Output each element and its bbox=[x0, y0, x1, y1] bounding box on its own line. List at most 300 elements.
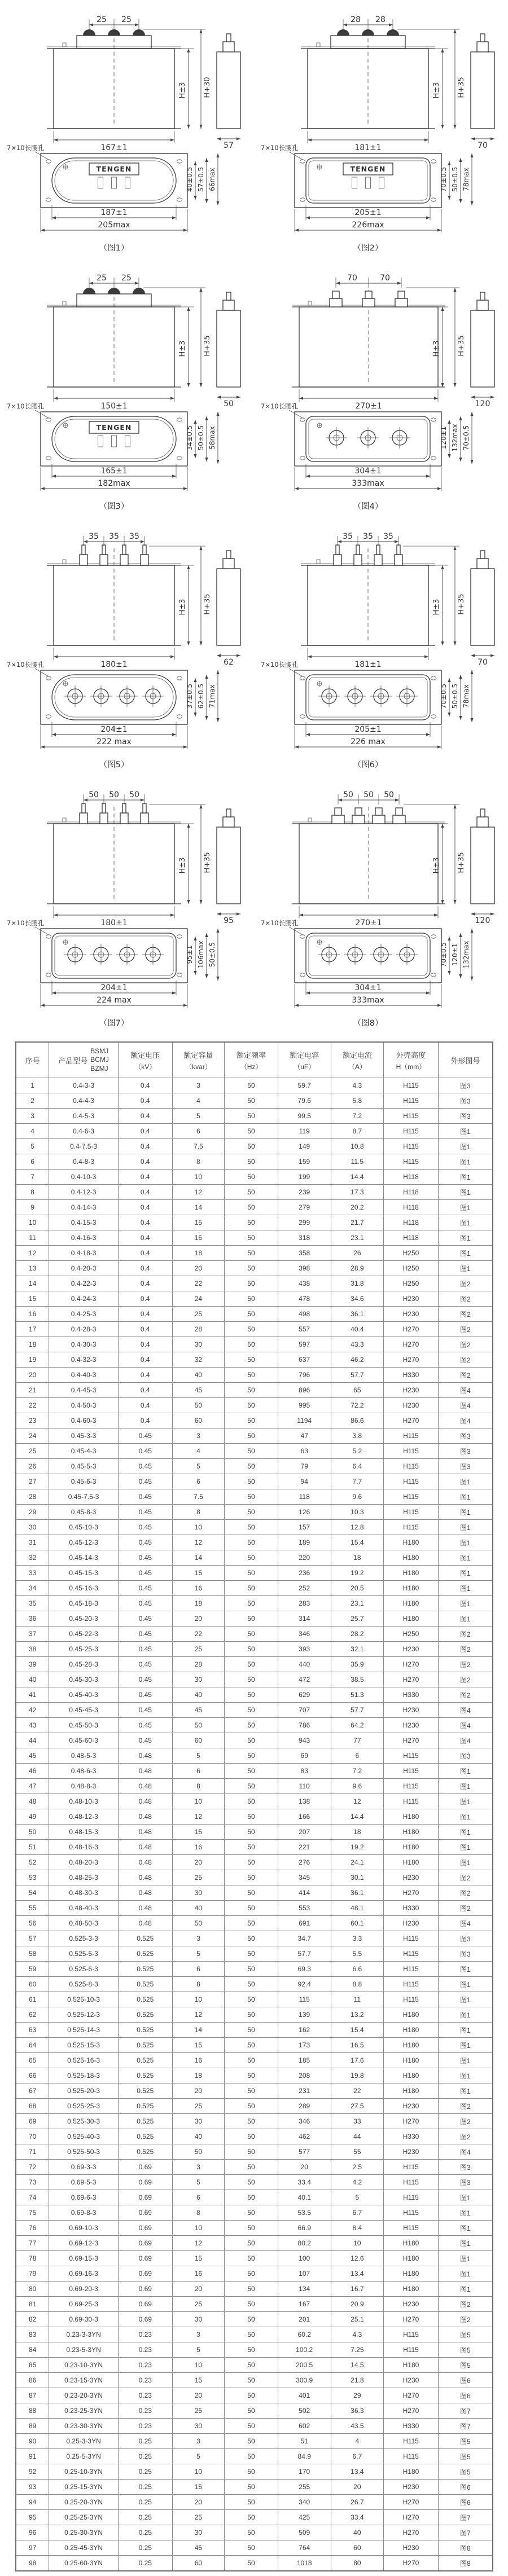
table-cell: 0.525 bbox=[118, 1977, 172, 1992]
table-cell: 50 bbox=[225, 1230, 278, 1246]
table-cell: H270 bbox=[384, 2525, 439, 2540]
table-cell: H230 bbox=[384, 2540, 439, 2556]
table-cell: 图1 bbox=[438, 1825, 493, 1840]
table-row bbox=[16, 2099, 493, 2114]
table-cell: 57.7 bbox=[331, 1703, 384, 1718]
svg-text:270±1: 270±1 bbox=[355, 402, 382, 411]
table-cell: 0.4-22-3 bbox=[49, 1276, 119, 1291]
table-cell: 0.48 bbox=[118, 1901, 172, 1916]
table-cell: 0.4-40-3 bbox=[49, 1368, 119, 1383]
table-cell: 97 bbox=[16, 2540, 49, 2556]
table-cell: H115 bbox=[384, 1124, 439, 1139]
table-row bbox=[16, 1627, 493, 1642]
svg-text:120±1: 120±1 bbox=[451, 943, 459, 966]
svg-text:50±0.5: 50±0.5 bbox=[451, 683, 459, 709]
svg-text:180±1: 180±1 bbox=[100, 660, 128, 669]
table-cell: 25.7 bbox=[331, 1611, 384, 1627]
table-cell: 图1 bbox=[438, 1566, 493, 1581]
svg-text:7×10长腰孔: 7×10长腰孔 bbox=[261, 402, 299, 410]
column-header: 外壳高度 H（mm） bbox=[384, 1042, 439, 1078]
figure-caption: （图5） bbox=[99, 761, 129, 770]
table-cell: 50 bbox=[225, 1809, 278, 1825]
table-cell: 12 bbox=[172, 1185, 225, 1200]
table-cell: 72 bbox=[16, 2160, 49, 2175]
table-row bbox=[16, 1916, 493, 1931]
table-cell: 75 bbox=[16, 2205, 49, 2221]
table-cell: H115 bbox=[384, 1474, 439, 1489]
svg-text:25: 25 bbox=[121, 274, 132, 283]
table-row bbox=[16, 1596, 493, 1611]
table-cell: 16 bbox=[172, 2053, 225, 2068]
table-cell: 50 bbox=[225, 1200, 278, 1215]
table-cell: 0.4-18-3 bbox=[49, 1246, 119, 1261]
table-cell: 8 bbox=[172, 2205, 225, 2221]
table-cell: 57.7 bbox=[331, 1368, 384, 1383]
table-row bbox=[16, 2221, 493, 2236]
table-cell: 0.69 bbox=[118, 2251, 172, 2266]
table-cell: 50 bbox=[225, 1337, 278, 1352]
table-cell: 0.25-10-3YN bbox=[49, 2464, 119, 2480]
table-cell: 40.4 bbox=[331, 1322, 384, 1337]
table-cell: 50 bbox=[225, 1246, 278, 1261]
table-cell: H270 bbox=[384, 2388, 439, 2403]
table-cell: 0.4-24-3 bbox=[49, 1291, 119, 1307]
table-cell: 图1 bbox=[438, 1505, 493, 1520]
svg-text:182max: 182max bbox=[98, 479, 130, 488]
table-cell: 5.2 bbox=[331, 1444, 384, 1459]
svg-text:35: 35 bbox=[129, 532, 139, 541]
table-cell: 50 bbox=[225, 1170, 278, 1185]
table-cell: 0.45 bbox=[118, 1428, 172, 1444]
table-cell: 图1 bbox=[438, 1215, 493, 1230]
table-cell: 图1 bbox=[438, 2266, 493, 2282]
table-cell: 0.525 bbox=[118, 2144, 172, 2160]
table-cell: 84.9 bbox=[278, 2449, 331, 2464]
svg-text:120: 120 bbox=[475, 399, 491, 408]
table-row bbox=[16, 2495, 493, 2510]
table-cell: 231 bbox=[278, 2083, 331, 2099]
table-row bbox=[16, 2144, 493, 2160]
table-cell: 0.525 bbox=[118, 2099, 172, 2114]
table-cell: 0.69 bbox=[118, 2266, 172, 2282]
table-row bbox=[16, 1977, 493, 1992]
table-cell: 图3 bbox=[438, 2175, 493, 2190]
table-cell: 0.4 bbox=[118, 1276, 172, 1291]
svg-text:H±3: H±3 bbox=[178, 857, 187, 874]
table-cell: 15 bbox=[172, 1825, 225, 1840]
svg-text:H±3: H±3 bbox=[178, 340, 187, 357]
table-cell: 50 bbox=[225, 2419, 278, 2434]
table-cell: 0.48 bbox=[118, 1916, 172, 1931]
table-cell: 20 bbox=[172, 2282, 225, 2297]
table-cell: 55 bbox=[331, 2144, 384, 2160]
table-cell: H230 bbox=[384, 1291, 439, 1307]
table-cell: H180 bbox=[384, 2282, 439, 2297]
table-cell: 50 bbox=[225, 1931, 278, 1946]
table-cell: 43 bbox=[16, 1718, 49, 1733]
table-cell: H115 bbox=[384, 1520, 439, 1535]
table-cell: 图1 bbox=[438, 1977, 493, 1992]
table-cell: 0.25 bbox=[118, 2510, 172, 2525]
table-cell: 19.2 bbox=[331, 1840, 384, 1855]
table-row bbox=[16, 2312, 493, 2327]
table-cell: H180 bbox=[384, 2266, 439, 2282]
table-cell: 70 bbox=[16, 2129, 49, 2144]
table-cell: 图1 bbox=[438, 1550, 493, 1566]
svg-text:35: 35 bbox=[109, 532, 119, 541]
table-cell: 1 bbox=[16, 1078, 49, 1093]
table-cell: 0.69-5-3 bbox=[49, 2175, 119, 2190]
column-header: 产品型号 BSMJ BCMJ BZMJ bbox=[49, 1042, 119, 1078]
figure-6-drawing bbox=[254, 517, 508, 775]
table-cell: 20 bbox=[278, 2160, 331, 2175]
table-row bbox=[16, 1505, 493, 1520]
table-cell: 0.4-45-3 bbox=[49, 1383, 119, 1398]
svg-text:50±0.5: 50±0.5 bbox=[197, 425, 205, 451]
table-cell: 13 bbox=[16, 1261, 49, 1276]
table-cell: 65 bbox=[331, 1383, 384, 1398]
table-cell: 50 bbox=[225, 2556, 278, 2571]
table-cell: 图2 bbox=[438, 1657, 493, 1672]
table-cell: 22 bbox=[331, 2083, 384, 2099]
table-cell: 88 bbox=[16, 2403, 49, 2419]
table-cell: 28.9 bbox=[331, 1261, 384, 1276]
table-cell: 0.25-60-3YN bbox=[49, 2556, 119, 2571]
table-cell: 0.23 bbox=[118, 2327, 172, 2342]
table-cell: 44 bbox=[331, 2129, 384, 2144]
table-cell: H118 bbox=[384, 1185, 439, 1200]
table-cell: 图3 bbox=[438, 1078, 493, 1093]
table-cell: H270 bbox=[384, 2510, 439, 2525]
table-cell: 0.45 bbox=[118, 1459, 172, 1474]
table-cell: 图1 bbox=[438, 1611, 493, 1627]
table-cell: H115 bbox=[384, 1428, 439, 1444]
table-cell: 637 bbox=[278, 1352, 331, 1368]
table-cell: 图2 bbox=[438, 1672, 493, 1687]
table-cell: 0.48 bbox=[118, 1840, 172, 1855]
table-cell: 图8 bbox=[438, 2556, 493, 2571]
table-cell: 0.4 bbox=[118, 1398, 172, 1413]
table-cell: 0.4 bbox=[118, 1215, 172, 1230]
table-cell: 255 bbox=[278, 2480, 331, 2495]
table-cell: 42 bbox=[16, 1703, 49, 1718]
svg-text:181±1: 181±1 bbox=[354, 143, 382, 152]
table-cell: 0.4 bbox=[118, 1230, 172, 1246]
table-cell: 95 bbox=[16, 2510, 49, 2525]
svg-text:50: 50 bbox=[343, 790, 353, 799]
table-cell: H115 bbox=[384, 1093, 439, 1109]
table-cell: 52 bbox=[16, 1855, 49, 1870]
svg-text:132max: 132max bbox=[462, 940, 470, 969]
table-cell: 0.25-30-3YN bbox=[49, 2525, 119, 2540]
table-cell: 30 bbox=[172, 2525, 225, 2540]
table-cell: 图3 bbox=[438, 1444, 493, 1459]
table-cell: 10.3 bbox=[331, 1505, 384, 1520]
table-cell: 40 bbox=[172, 1368, 225, 1383]
table-cell: 85 bbox=[16, 2358, 49, 2373]
table-cell: 60.2 bbox=[278, 2327, 331, 2342]
table-cell: 6.6 bbox=[331, 1962, 384, 1977]
table-cell: 图1 bbox=[438, 2038, 493, 2053]
table-row bbox=[16, 2358, 493, 2373]
table-cell: 0.4 bbox=[118, 1109, 172, 1124]
table-cell: 346 bbox=[278, 2114, 331, 2129]
table-cell: H180 bbox=[384, 2053, 439, 2068]
table-cell: 0.69-6-3 bbox=[49, 2190, 119, 2205]
table-cell: 115 bbox=[278, 1992, 331, 2007]
table-cell: 6 bbox=[331, 1748, 384, 1764]
table-row bbox=[16, 2449, 493, 2464]
table-cell: 50 bbox=[225, 2175, 278, 2190]
table-cell: 0.23-20-3YN bbox=[49, 2388, 119, 2403]
table-cell: 0.525 bbox=[118, 1946, 172, 1962]
table-cell: 393 bbox=[278, 1642, 331, 1657]
table-cell: 50 bbox=[225, 2525, 278, 2540]
table-row bbox=[16, 1642, 493, 1657]
table-cell: H118 bbox=[384, 1200, 439, 1215]
table-cell: 50 bbox=[225, 2266, 278, 2282]
table-cell: 34 bbox=[16, 1581, 49, 1596]
table-row bbox=[16, 1901, 493, 1916]
table-cell: 43.5 bbox=[331, 2419, 384, 2434]
table-cell: H180 bbox=[384, 1809, 439, 1825]
table-row bbox=[16, 1718, 493, 1733]
table-cell: 0.48-6-3 bbox=[49, 1764, 119, 1779]
table-row bbox=[16, 1291, 493, 1307]
table-cell: 6 bbox=[172, 1124, 225, 1139]
table-cell: 7.7 bbox=[331, 1474, 384, 1489]
table-cell: 20 bbox=[172, 1611, 225, 1627]
table-cell: 图7 bbox=[438, 2419, 493, 2434]
table-cell: 84 bbox=[16, 2342, 49, 2358]
table-cell: 11 bbox=[331, 1992, 384, 2007]
table-row bbox=[16, 1337, 493, 1352]
table-cell: 50 bbox=[225, 1459, 278, 1474]
table-cell: 149 bbox=[278, 1139, 331, 1154]
table-row bbox=[16, 1459, 493, 1474]
table-cell: 图1 bbox=[438, 1596, 493, 1611]
table-cell: 0.23-3-3YN bbox=[49, 2327, 119, 2342]
table-cell: 8.7 bbox=[331, 1124, 384, 1139]
svg-text:95±1: 95±1 bbox=[186, 945, 194, 964]
table-cell: 10 bbox=[172, 1170, 225, 1185]
svg-text:270±1: 270±1 bbox=[355, 918, 382, 927]
table-cell: 208 bbox=[278, 2068, 331, 2083]
table-cell: 图1 bbox=[438, 2068, 493, 2083]
table-cell: 13.4 bbox=[331, 2464, 384, 2480]
table-cell: 8 bbox=[16, 1185, 49, 1200]
table-row bbox=[16, 1352, 493, 1368]
table-row bbox=[16, 1794, 493, 1809]
table-row bbox=[16, 2327, 493, 2342]
table-row bbox=[16, 1307, 493, 1322]
table-cell: 14.4 bbox=[331, 1809, 384, 1825]
table-cell: 图5 bbox=[438, 2342, 493, 2358]
table-cell: 20 bbox=[172, 2495, 225, 2510]
table-cell: 0.4-6-3 bbox=[49, 1124, 119, 1139]
table-cell: 图2 bbox=[438, 1352, 493, 1368]
table-cell: 33.4 bbox=[331, 2510, 384, 2525]
table-cell: 0.25 bbox=[118, 2434, 172, 2449]
table-cell: H270 bbox=[384, 1337, 439, 1352]
figure-caption: （图3） bbox=[99, 502, 129, 511]
table-cell: 0.525-50-3 bbox=[49, 2144, 119, 2160]
table-cell: 图2 bbox=[438, 1307, 493, 1322]
table-row bbox=[16, 1109, 493, 1124]
table-cell: 786 bbox=[278, 1718, 331, 1733]
table-cell: 53 bbox=[16, 1870, 49, 1885]
table-cell: 90 bbox=[16, 2434, 49, 2449]
table-cell: 0.25-20-3YN bbox=[49, 2495, 119, 2510]
table-row bbox=[16, 2419, 493, 2434]
table-cell: 4 bbox=[172, 1444, 225, 1459]
table-cell: 557 bbox=[278, 1322, 331, 1337]
table-cell: 199 bbox=[278, 1170, 331, 1185]
table-cell: 12 bbox=[172, 1535, 225, 1550]
table-cell: 57.7 bbox=[278, 1946, 331, 1962]
svg-text:TENGEN: TENGEN bbox=[96, 165, 132, 173]
table-cell: 80.2 bbox=[278, 2236, 331, 2251]
table-cell: 0.525-3-3 bbox=[49, 1931, 119, 1946]
figure-caption: （图4） bbox=[353, 502, 383, 511]
table-cell: 72.2 bbox=[331, 1398, 384, 1413]
table-cell: 0.25 bbox=[118, 2464, 172, 2480]
table-cell: 4 bbox=[172, 1093, 225, 1109]
table-cell: 图1 bbox=[438, 2007, 493, 2023]
table-cell: 20 bbox=[331, 2480, 384, 2495]
svg-text:7×10长腰孔: 7×10长腰孔 bbox=[7, 919, 45, 927]
table-cell: 图2 bbox=[438, 1276, 493, 1291]
table-row bbox=[16, 1413, 493, 1428]
table-cell: 30 bbox=[16, 1520, 49, 1535]
spec-table bbox=[15, 1041, 493, 2571]
table-cell: 50 bbox=[225, 2449, 278, 2464]
table-row bbox=[16, 2540, 493, 2556]
table-cell: 0.525 bbox=[118, 2114, 172, 2129]
table-cell: 16 bbox=[172, 2266, 225, 2282]
table-cell: 0.45-40-3 bbox=[49, 1687, 119, 1703]
table-cell: 279 bbox=[278, 1200, 331, 1215]
table-header-row bbox=[16, 1042, 493, 1078]
table-cell: 50 bbox=[225, 2251, 278, 2266]
table-row bbox=[16, 1246, 493, 1261]
table-cell: 0.525-40-3 bbox=[49, 2129, 119, 2144]
table-cell: 50 bbox=[225, 1596, 278, 1611]
column-header: 额定电压 （kV） bbox=[118, 1042, 172, 1078]
table-cell: 15 bbox=[172, 1215, 225, 1230]
table-cell: 46 bbox=[16, 1764, 49, 1779]
table-cell: 50 bbox=[225, 1581, 278, 1596]
table-cell: 30 bbox=[172, 1672, 225, 1687]
column-header: 额定频率 （Hz） bbox=[225, 1042, 278, 1078]
table-cell: H270 bbox=[384, 1413, 439, 1428]
figure-2-drawing bbox=[254, 0, 508, 258]
table-cell: 50 bbox=[225, 1916, 278, 1931]
table-cell: 6 bbox=[16, 1154, 49, 1170]
table-cell: H180 bbox=[384, 2251, 439, 2266]
svg-text:25: 25 bbox=[97, 15, 107, 24]
table-cell: H270 bbox=[384, 1322, 439, 1337]
table-cell: 0.4-16-3 bbox=[49, 1230, 119, 1246]
table-cell: 0.45 bbox=[118, 1489, 172, 1505]
table-cell: H270 bbox=[384, 1657, 439, 1672]
table-cell: 50 bbox=[225, 2038, 278, 2053]
table-cell: 图1 bbox=[438, 2190, 493, 2205]
table-cell: H270 bbox=[384, 1885, 439, 1901]
table-row bbox=[16, 2068, 493, 2083]
table-cell: 0.23-15-3YN bbox=[49, 2373, 119, 2388]
table-cell: 10 bbox=[172, 2358, 225, 2373]
table-cell: 图1 bbox=[438, 1185, 493, 1200]
table-cell: 11.5 bbox=[331, 1154, 384, 1170]
table-cell: 166 bbox=[278, 1809, 331, 1825]
table-cell: 25 bbox=[172, 1307, 225, 1322]
table-cell: 50 bbox=[225, 1276, 278, 1291]
table-cell: 3 bbox=[172, 2160, 225, 2175]
table-cell: 28 bbox=[16, 1489, 49, 1505]
table-cell: 79.6 bbox=[278, 1093, 331, 1109]
table-cell: 50 bbox=[225, 1261, 278, 1276]
table-cell: 0.69 bbox=[118, 2190, 172, 2205]
table-cell: 73 bbox=[16, 2175, 49, 2190]
table-cell: 796 bbox=[278, 1368, 331, 1383]
table-cell: 图1 bbox=[438, 1246, 493, 1261]
table-cell: 69.3 bbox=[278, 1962, 331, 1977]
table-cell: 0.69-20-3 bbox=[49, 2282, 119, 2297]
table-cell: 63 bbox=[278, 1444, 331, 1459]
table-cell: 图1 bbox=[438, 2053, 493, 2068]
table-cell: 50 bbox=[225, 2480, 278, 2495]
table-cell: 31.8 bbox=[331, 1276, 384, 1291]
table-row bbox=[16, 2556, 493, 2571]
table-cell: 图2 bbox=[438, 1642, 493, 1657]
table-cell: 25 bbox=[16, 1444, 49, 1459]
table-cell: 15 bbox=[16, 1291, 49, 1307]
table-cell: 图2 bbox=[438, 1322, 493, 1337]
table-row bbox=[16, 1170, 493, 1185]
table-cell: 25 bbox=[172, 2297, 225, 2312]
table-cell: 50 bbox=[172, 1718, 225, 1733]
table-cell: 92.4 bbox=[278, 1977, 331, 1992]
table-cell: 0.45-5-3 bbox=[49, 1459, 119, 1474]
table-cell: 134 bbox=[278, 2282, 331, 2297]
table-cell: H180 bbox=[384, 1535, 439, 1550]
figure-3-drawing bbox=[0, 258, 254, 517]
table-cell: 0.69 bbox=[118, 2236, 172, 2251]
table-cell: 0.45 bbox=[118, 1733, 172, 1748]
table-cell: H180 bbox=[384, 1840, 439, 1855]
table-cell: 图3 bbox=[438, 1109, 493, 1124]
svg-text:70±0.5: 70±0.5 bbox=[440, 683, 448, 709]
table-cell: 0.23 bbox=[118, 2388, 172, 2403]
table-cell: 图1 bbox=[438, 2251, 493, 2266]
table-cell: 0.4 bbox=[118, 1368, 172, 1383]
table-cell: 27.5 bbox=[331, 2099, 384, 2114]
table-cell: 478 bbox=[278, 1291, 331, 1307]
svg-text:35: 35 bbox=[89, 532, 99, 541]
product-spec-table bbox=[0, 1041, 508, 2571]
table-cell: 20.5 bbox=[331, 1581, 384, 1596]
table-cell: 995 bbox=[278, 1398, 331, 1413]
table-cell: 0.25-25-3YN bbox=[49, 2510, 119, 2525]
table-cell: 0.48-15-3 bbox=[49, 1825, 119, 1840]
table-cell: 51.3 bbox=[331, 1687, 384, 1703]
svg-text:187±1: 187±1 bbox=[100, 208, 128, 217]
table-cell: 5 bbox=[172, 2342, 225, 2358]
table-cell: 50 bbox=[225, 1901, 278, 1916]
table-cell: 0.25-5-3YN bbox=[49, 2449, 119, 2464]
table-cell: 0.525 bbox=[118, 1931, 172, 1946]
